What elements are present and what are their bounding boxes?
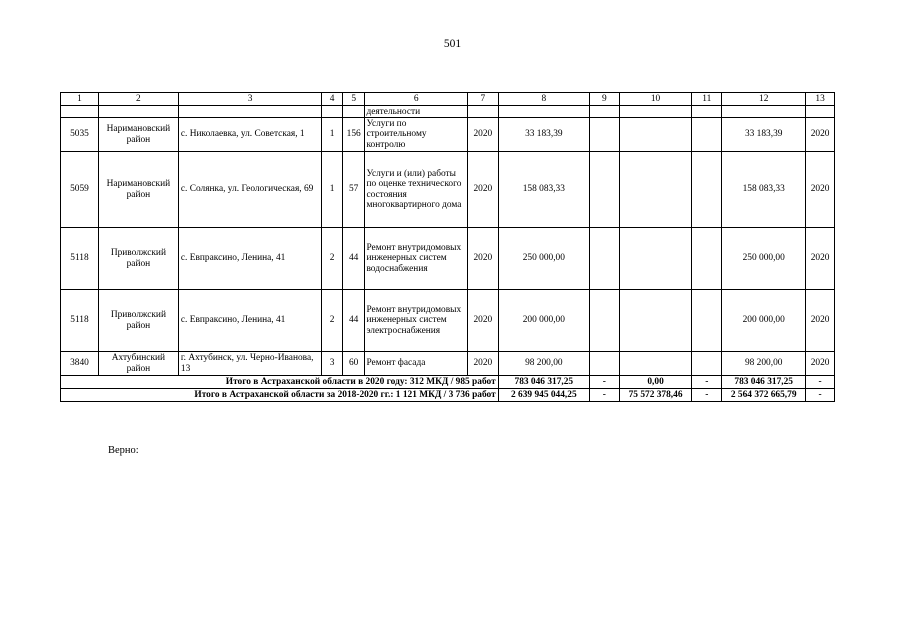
district-cell: Наримановский район <box>98 118 178 152</box>
totals-value: 0,00 <box>619 376 692 389</box>
totals-label: Итого в Астраханской области за 2018-2020 гг.: 1 121 МКД / 3 736 работ <box>61 389 499 402</box>
number-cell: 44 <box>342 290 365 352</box>
totals-value: - <box>806 389 835 402</box>
fund-cell <box>589 228 619 290</box>
totals-value: - <box>692 376 722 389</box>
owners-cell: 33 183,39 <box>722 118 806 152</box>
header-cell: 6 <box>365 93 468 106</box>
year-cell: 2020 <box>467 152 498 228</box>
year-cell: 2020 <box>467 352 498 376</box>
completion-year-cell: 2020 <box>806 118 835 152</box>
table-row <box>61 290 835 352</box>
owners-cell: 98 200,00 <box>722 352 806 376</box>
totals-label: Итого в Астраханской области в 2020 году: 312 МКД / 985 работ <box>61 376 499 389</box>
totals-row <box>61 376 835 389</box>
totals-value: - <box>589 376 619 389</box>
total-cost-cell: 98 200,00 <box>498 352 589 376</box>
totals-value: 783 046 317,25 <box>722 376 806 389</box>
fund-cell <box>589 290 619 352</box>
header-cell: 8 <box>498 93 589 106</box>
object-id-cell: 5059 <box>61 152 99 228</box>
address-cell: с. Евпраксино, Ленина, 41 <box>178 290 322 352</box>
budget-cell <box>619 352 692 376</box>
work-type-cell: Услуги по строительному контролю <box>365 118 468 152</box>
completion-year-cell: 2020 <box>806 290 835 352</box>
work-type-cell: Ремонт фасада <box>365 352 468 376</box>
totals-value: - <box>806 376 835 389</box>
totals-row <box>61 389 835 402</box>
local-cell <box>692 118 722 152</box>
totals-value: - <box>692 389 722 402</box>
work-type-cell: Услуги и (или) работы по оценке технического состояния многоквартирного дома <box>365 152 468 228</box>
count-cell: 2 <box>322 228 343 290</box>
fund-cell <box>589 352 619 376</box>
total-cost-cell: 158 083,33 <box>498 152 589 228</box>
address-cell: с. Николаевка, ул. Советская, 1 <box>178 118 322 152</box>
header-cell: 13 <box>806 93 835 106</box>
total-cost-cell: 250 000,00 <box>498 228 589 290</box>
local-cell <box>692 228 722 290</box>
header-cell: 5 <box>342 93 365 106</box>
object-id-cell: 5118 <box>61 290 99 352</box>
header-cell: 3 <box>178 93 322 106</box>
totals-value: - <box>589 389 619 402</box>
address-cell: с. Солянка, ул. Геологическая, 69 <box>178 152 322 228</box>
owners-cell: 250 000,00 <box>722 228 806 290</box>
continuation-row <box>61 106 835 118</box>
local-cell <box>692 152 722 228</box>
district-cell: Приволжский район <box>98 290 178 352</box>
count-cell: 3 <box>322 352 343 376</box>
header-cell: 2 <box>98 93 178 106</box>
number-cell: 60 <box>342 352 365 376</box>
local-cell <box>692 290 722 352</box>
totals-value: 75 572 378,46 <box>619 389 692 402</box>
count-cell: 1 <box>322 118 343 152</box>
local-cell <box>692 352 722 376</box>
header-row <box>61 93 835 106</box>
address-cell: г. Ахтубинск, ул. Черно-Иванова, 13 <box>178 352 322 376</box>
district-cell: Ахтубинский район <box>98 352 178 376</box>
district-cell: Наримановский район <box>98 152 178 228</box>
total-cost-cell: 33 183,39 <box>498 118 589 152</box>
table-row <box>61 118 835 152</box>
work-type-cell: Ремонт внутридомовых инженерных систем водоснабжения <box>365 228 468 290</box>
fund-cell <box>589 152 619 228</box>
owners-cell: 158 083,33 <box>722 152 806 228</box>
year-cell: 2020 <box>467 228 498 290</box>
header-cell: 9 <box>589 93 619 106</box>
budget-cell <box>619 290 692 352</box>
total-cost-cell: 200 000,00 <box>498 290 589 352</box>
count-cell: 2 <box>322 290 343 352</box>
totals-value: 2 564 372 665,79 <box>722 389 806 402</box>
totals-value: 2 639 945 044,25 <box>498 389 589 402</box>
budget-cell <box>619 228 692 290</box>
district-cell: Приволжский район <box>98 228 178 290</box>
completion-year-cell: 2020 <box>806 228 835 290</box>
table-row <box>61 152 835 228</box>
table-row <box>61 352 835 376</box>
work-type-cell: деятельности <box>365 106 468 118</box>
program-table <box>60 92 835 402</box>
table-row <box>61 228 835 290</box>
object-id-cell: 3840 <box>61 352 99 376</box>
address-cell: с. Евпраксино, Ленина, 41 <box>178 228 322 290</box>
page-number: 501 <box>443 38 462 50</box>
count-cell: 1 <box>322 152 343 228</box>
number-cell: 44 <box>342 228 365 290</box>
completion-year-cell: 2020 <box>806 352 835 376</box>
budget-cell <box>619 118 692 152</box>
header-cell: 10 <box>619 93 692 106</box>
completion-year-cell: 2020 <box>806 152 835 228</box>
header-cell: 7 <box>467 93 498 106</box>
header-cell: 1 <box>61 93 99 106</box>
header-cell: 4 <box>322 93 343 106</box>
object-id-cell: 5118 <box>61 228 99 290</box>
header-cell: 11 <box>692 93 722 106</box>
budget-cell <box>619 152 692 228</box>
year-cell: 2020 <box>467 290 498 352</box>
number-cell: 156 <box>342 118 365 152</box>
object-id-cell: 5035 <box>61 118 99 152</box>
year-cell: 2020 <box>467 118 498 152</box>
totals-value: 783 046 317,25 <box>498 376 589 389</box>
header-cell: 12 <box>722 93 806 106</box>
owners-cell: 200 000,00 <box>722 290 806 352</box>
fund-cell <box>589 118 619 152</box>
work-type-cell: Ремонт внутридомовых инженерных систем электроснабжения <box>365 290 468 352</box>
certification-note: Верно: <box>108 445 139 456</box>
number-cell: 57 <box>342 152 365 228</box>
